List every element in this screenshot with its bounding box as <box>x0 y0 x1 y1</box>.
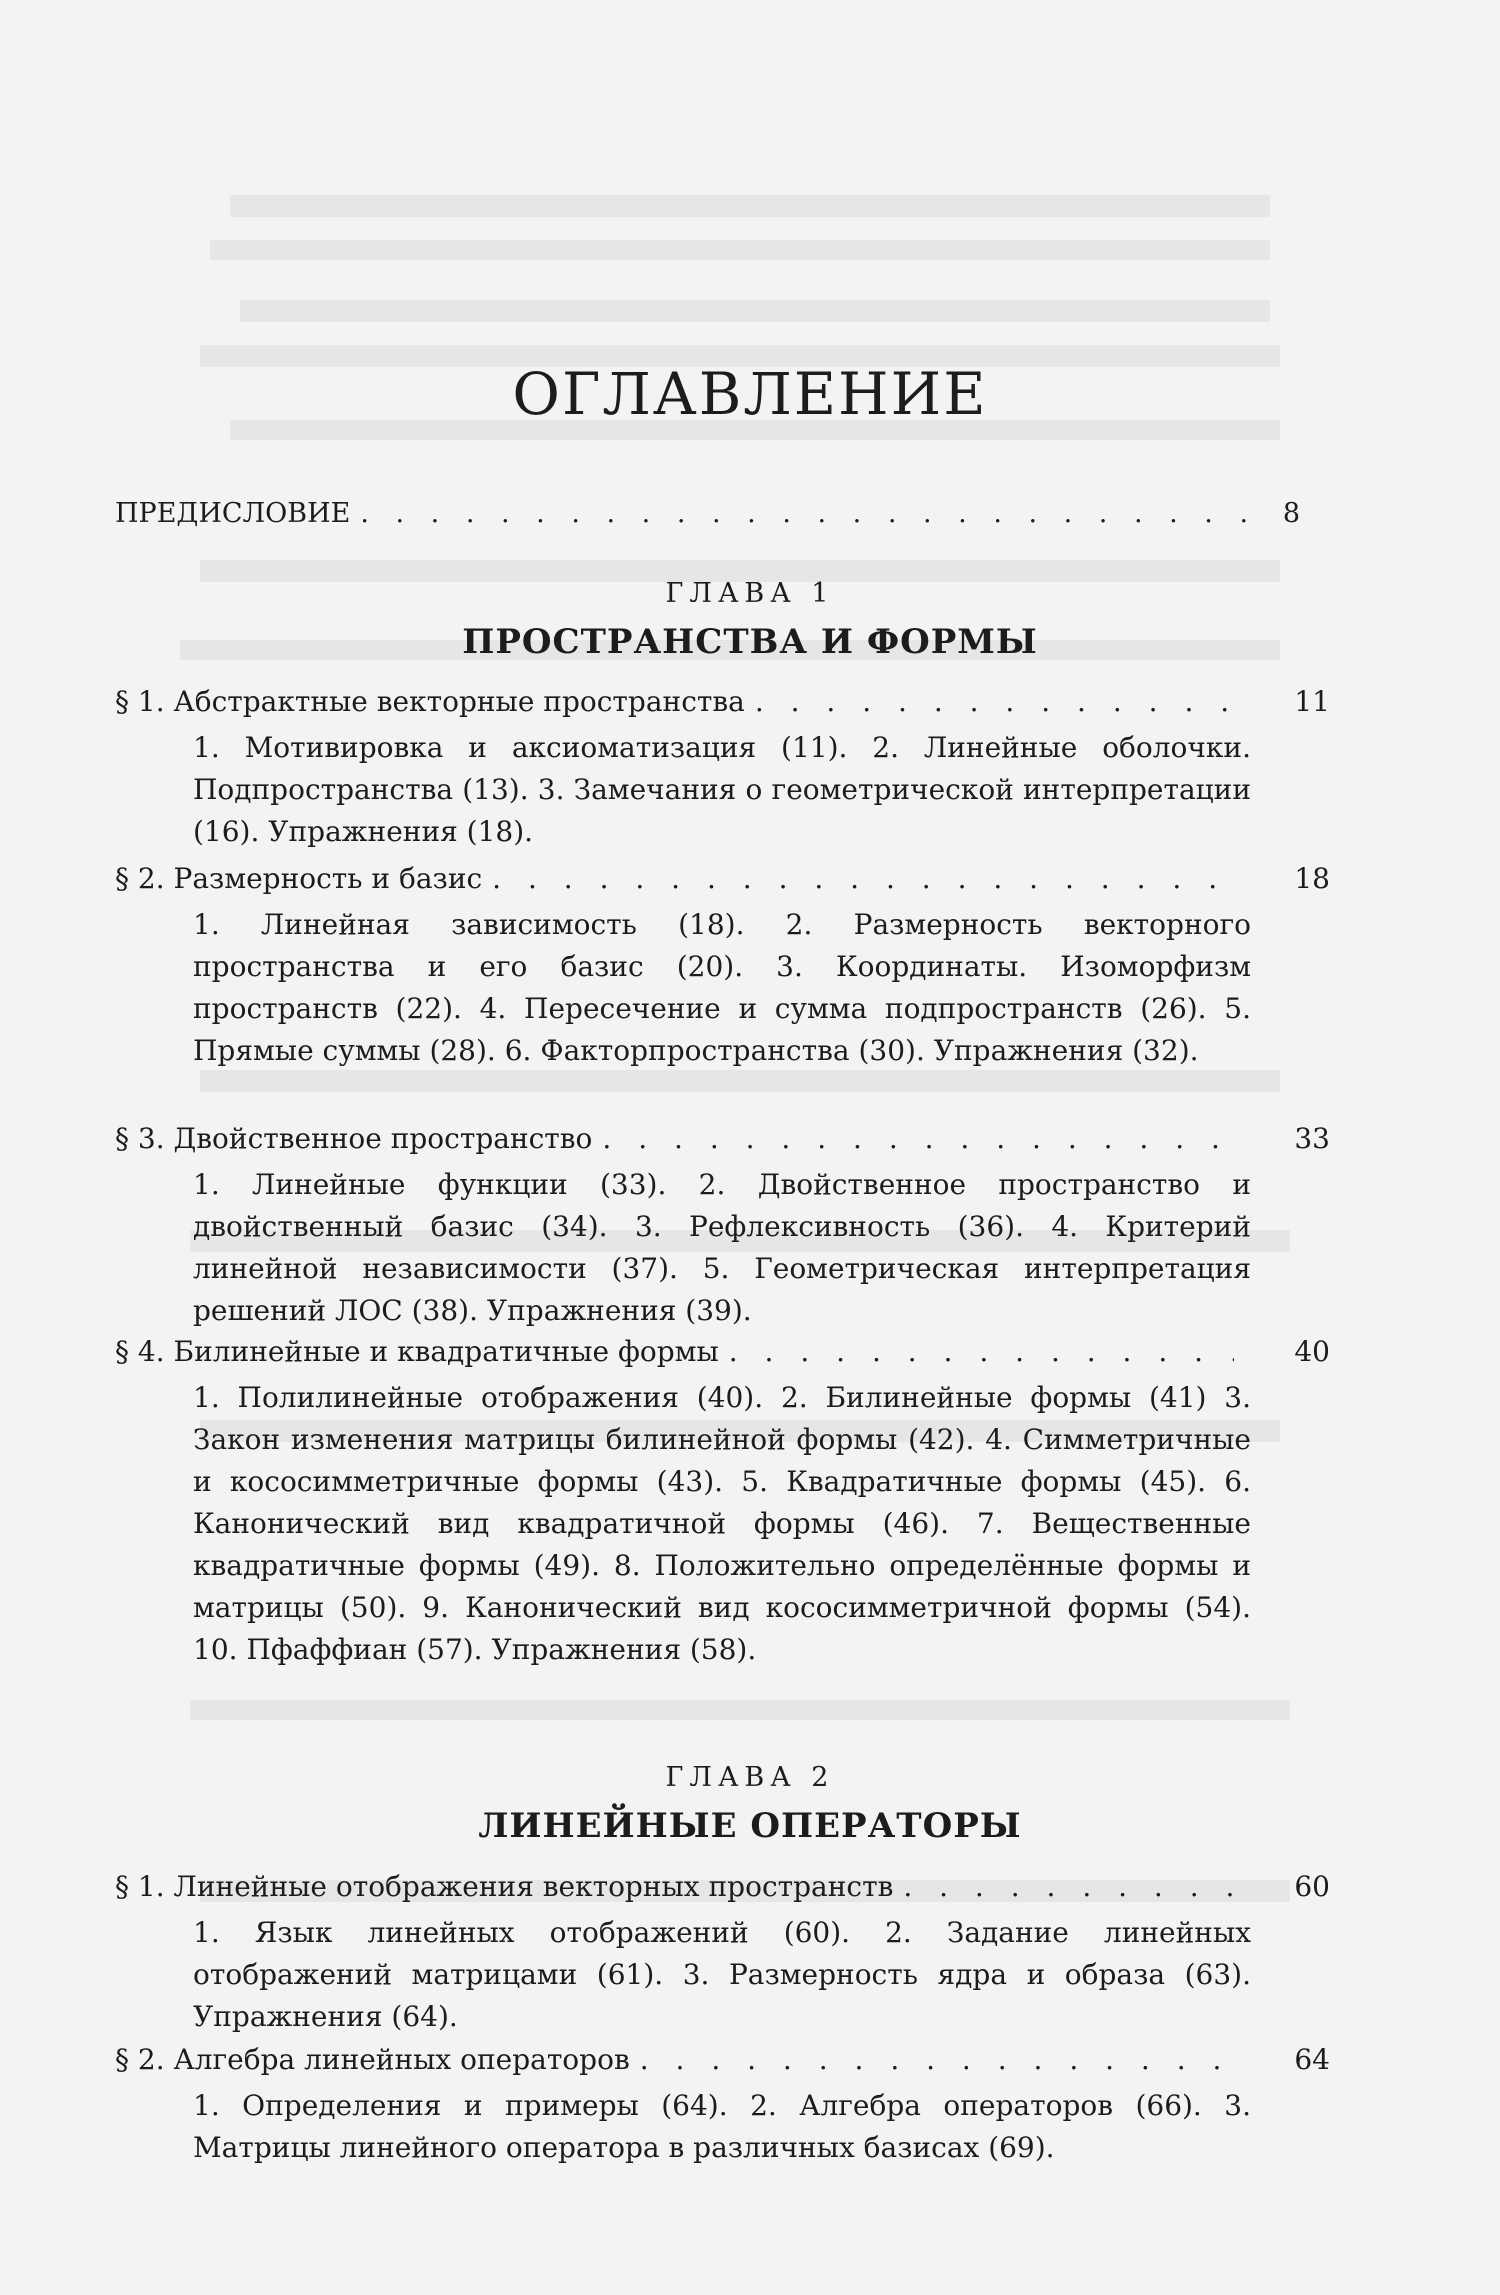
chapter-label: ГЛАВА 2 <box>665 1762 835 1793</box>
section-contents: 1. Полилинейные отображения (40). 2. Билинейные формы (41) 3. Закон изменения матрицы билинейной формы (42). 4. Симметричные и кососимметричные формы (43). 5. Квадратичные формы (45). 6. Канонический вид квадратичной формы (46). 7. Вещественные квадратичные формы (49). 8. Положительно определённые формы и матрицы (50). 9. Канонический вид кососимметричной формы (54). 10. Пфаффиан (57). Упражнения (58). <box>193 1381 1251 1666</box>
section-contents: 1. Язык линейных отображений (60). 2. Задание линейных отображений матрицами (61). 3. Размерность ядра и образа (63). Упражнения (64). <box>193 1916 1251 2033</box>
dot-leader <box>492 862 1234 895</box>
section-contents: 1. Линейные функции (33). 2. Двойственное пространство и двойственный базис (34). 3. Рефлексивность (36). 4. Критерий линейной независимости (37). 5. Геометрическая интерпретация решений ЛОС (38). Упражнения (39). <box>193 1168 1251 1327</box>
section-heading: § 4. Билинейные и квадратичные формы <box>115 1335 719 1368</box>
section-heading: § 2. Алгебра линейных операторов <box>115 2043 630 2076</box>
preface-label: ПРЕДИСЛОВИЕ <box>115 498 351 529</box>
section-page: 11 <box>1294 685 1330 718</box>
chapter-label: ГЛАВА 1 <box>665 578 835 609</box>
chapter-title: ЛИНЕЙНЫЕ ОПЕРАТОРЫ <box>478 1806 1022 1846</box>
section-page: 18 <box>1294 862 1330 895</box>
toc-section[interactable] <box>115 1870 1330 2038</box>
section-contents: 1. Определения и примеры (64). 2. Алгебра операторов (66). 3. Матрицы линейного оператора в различных базисах (69). <box>193 2089 1251 2164</box>
section-page: 64 <box>1294 2043 1330 2076</box>
dot-leader <box>602 1122 1234 1155</box>
section-contents: 1. Мотивировка и аксиоматизация (11). 2. Линейные оболочки. Подпространства (13). 3. Замечания о геометрической интерпретации (16). Упражнения (18). <box>193 731 1251 848</box>
chapter-title: ПРОСТРАНСТВА И ФОРМЫ <box>462 622 1038 662</box>
dot-leader <box>360 498 1272 529</box>
toc-section[interactable] <box>115 685 1330 853</box>
section-page: 60 <box>1294 1870 1330 1903</box>
toc-section[interactable] <box>115 862 1330 1072</box>
preface-entry[interactable] <box>115 498 1300 529</box>
toc-section[interactable] <box>115 1335 1330 1671</box>
section-heading: § 3. Двойственное пространство <box>115 1122 593 1155</box>
section-heading: § 2. Размерность и базис <box>115 862 483 895</box>
dot-leader <box>729 1335 1234 1368</box>
section-page: 40 <box>1294 1335 1330 1368</box>
toc-title: ОГЛАВЛЕНИЕ <box>512 360 988 428</box>
toc-section[interactable] <box>115 1122 1330 1332</box>
toc-section[interactable] <box>115 2043 1330 2169</box>
section-page: 33 <box>1294 1122 1330 1155</box>
section-heading: § 1. Линейные отображения векторных пространств <box>115 1870 894 1903</box>
dot-leader <box>755 685 1234 718</box>
dot-leader <box>640 2043 1234 2076</box>
section-contents: 1. Линейная зависимость (18). 2. Размерность векторного пространства и его базис (20). 3. Координаты. Изоморфизм пространств (22). 4. Пересечение и сумма подпространств (26). 5. Прямые суммы (28). 6. Факторпространства (30). Упражнения (32). <box>193 908 1251 1067</box>
section-heading: § 1. Абстрактные векторные пространства <box>115 685 745 718</box>
dot-leader <box>903 1870 1234 1903</box>
preface-page: 8 <box>1282 498 1300 529</box>
